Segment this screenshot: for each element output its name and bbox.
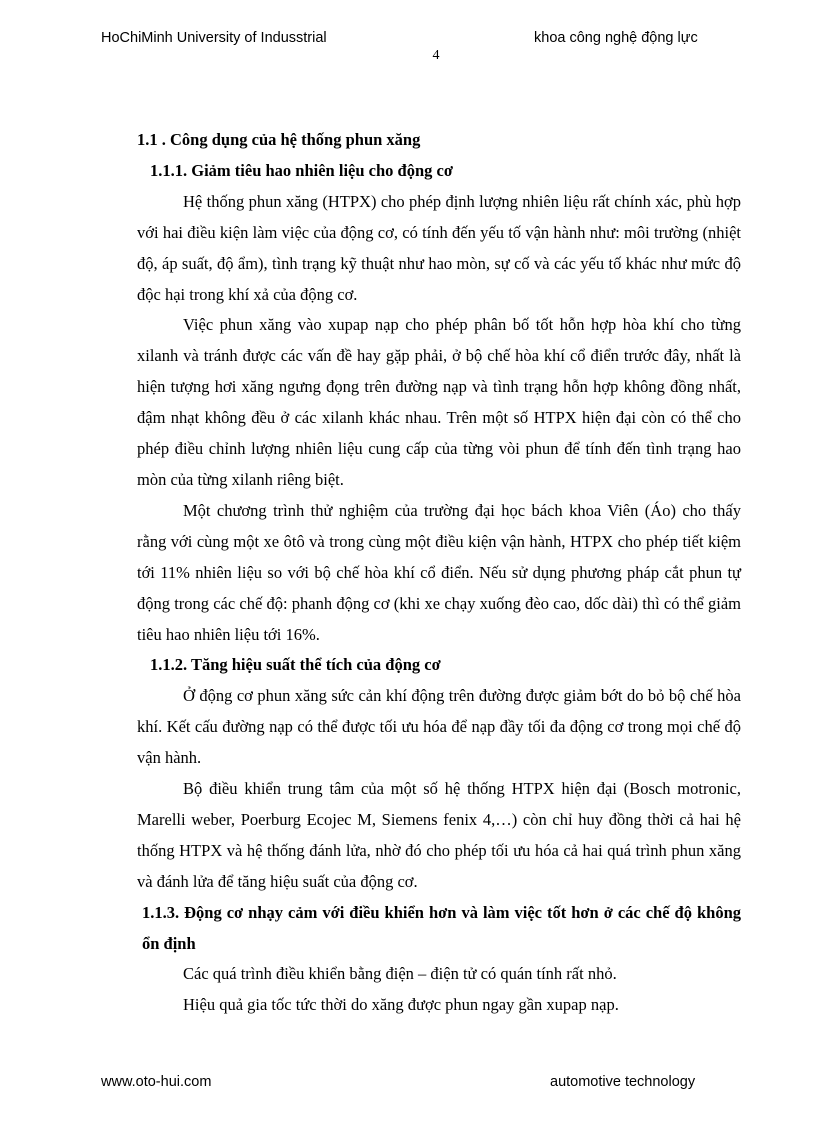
paragraph-3: Một chương trình thử nghiệm của trường đại học bách khoa Viên (Áo) cho thấy rằng với cùng một xe ôtô và trong cùng một điều kiện vận hành, HTPX cho phép tiết kiệm tới 11% nhiên liệu so với bộ chế hòa khí cổ điển. Nếu sử dụng phương pháp cắt phun tự động trong các chế độ: phanh động cơ (khi xe chạy xuống đèo cao, dốc dài) thì có thể giảm tiêu hao nhiên liệu tới 16%.	[137, 500, 741, 644]
paragraph-1: Hệ thống phun xăng (HTPX) cho phép định lượng nhiên liệu rất chính xác, phù hợp với hai điều kiện làm việc của động cơ, có tính đến yếu tố vận hành như: môi trường (nhiệt độ, áp suất, độ ẩm), tình trạng kỹ thuật như hao mòn, sự cố và các yếu tố khác như mức độ độc hại trong khí xả của động cơ.	[137, 191, 741, 304]
paragraph-4: Ở động cơ phun xăng sức cản khí động trên đường được giảm bớt do bỏ bộ chế hòa khí. Kết cấu đường nạp có thể được tối ưu hóa để nạp đầy tối đa động cơ trong mọi chế độ vận hành.	[137, 686, 741, 768]
paragraph-7: Hiệu quả gia tốc tức thời do xăng được phun ngay gần xupap nạp.	[183, 995, 619, 1015]
header-university: HoChiMinh University of Indusstrial	[101, 30, 327, 46]
subsection-heading-1-1-1: 1.1.1. Giảm tiêu hao nhiên liệu cho động cơ	[150, 160, 453, 180]
page-number: 4	[432, 48, 440, 63]
subsection-heading-1-1-3: 1.1.3. Động cơ nhạy cảm với điều khiển hơn và làm việc tốt hơn ở các chế độ không ổn định	[142, 902, 741, 953]
paragraph-6: Các quá trình điều khiển bằng điện – điện tử có quán tính rất nhỏ.	[183, 964, 617, 984]
document-body	[137, 125, 741, 1021]
footer-tagline: automotive technology	[550, 1074, 696, 1090]
subsection-heading-1-1-2: 1.1.2. Tăng hiệu suất thể tích của động cơ	[150, 655, 441, 675]
paragraph-5: Bộ điều khiển trung tâm của một số hệ thống HTPX hiện đại (Bosch motronic, Marelli weber, Poerburg Ecojec M, Siemens fenix 4,…) còn chỉ huy đồng thời cả hai hệ thống HTPX và hệ thống đánh lửa, nhờ đó cho phép tối ưu hóa cả hai quá trình phun xăng và đánh lửa để tăng hiệu suất của động cơ.	[137, 779, 741, 891]
section-heading-1-1: 1.1 . Công dụng của hệ thống phun xăng	[137, 130, 421, 149]
paragraph-2: Việc phun xăng vào xupap nạp cho phép phân bố tốt hỗn hợp hòa khí cho từng xilanh và tránh được các vấn đề hay gặp phải, ở bộ chế hòa khí cổ điển trước đây, nhất là hiện tượng hơi xăng ngưng đọng trên đường nạp và tình trạng hỗn hợp không đồng nhất, đậm nhạt không đều ở các xilanh khác nhau. Trên một số HTPX hiện đại còn có thể cho phép điều chỉnh lượng nhiên liệu cung cấp của từng vòi phun để tính đến tình trạng hao mòn của từng xilanh riêng biệt.	[137, 315, 741, 489]
footer-website: www.oto-hui.com	[101, 1074, 212, 1090]
header-faculty: khoa công nghệ động lực	[534, 30, 698, 46]
